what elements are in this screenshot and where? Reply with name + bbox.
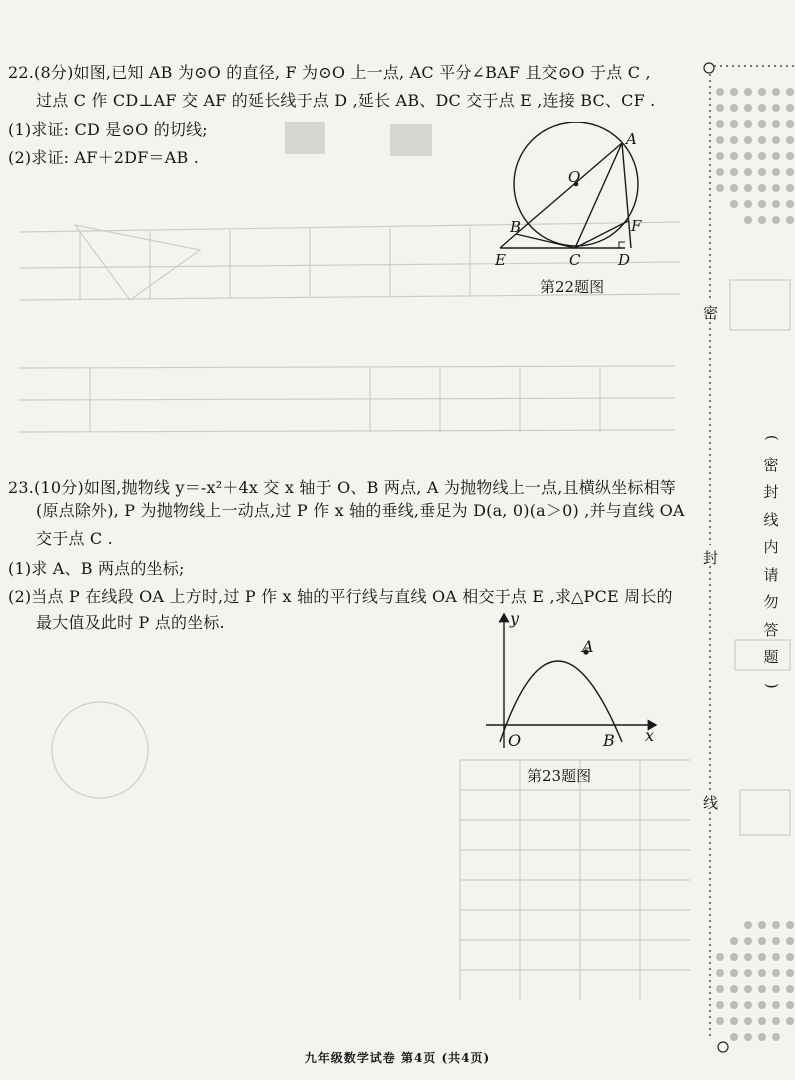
q22-right-angle-mark [619,242,625,248]
q23-stem-line-2: (原点除外), P 为抛物线上一动点,过 P 作 x 轴的垂线,垂足为 D(a, 0)(a＞0) ,并与直线 OA [36,501,685,520]
q22-label-o: O [568,168,581,186]
binding-hole-top [704,63,714,73]
q23-label-a: A [582,637,594,656]
page-footer: 九年级数学试卷 第4页 (共4页) [304,1051,491,1065]
q23-part-1: (1)求 A、B 两点的坐标; [8,559,185,578]
seal-char-mi: 密 [703,304,719,322]
q22-label-d: D [618,251,631,269]
q23-stem-line-3: 交于点 C . [36,529,113,548]
q22-label-a: A [626,130,637,148]
sealed-line-notice [758,424,784,699]
q22-line-cf [575,221,628,248]
q23-label-b: B [603,731,615,750]
q22-line-ab [516,143,622,234]
q23-figure [480,605,665,755]
notice-close-paren: ) [762,682,781,689]
q23-part-2-line-1: (2)当点 P 在线段 OA 上方时,过 P 作 x 轴的平行线与直线 OA 相交于点 E ,求△PCE 周长的 [8,587,673,606]
notice-char: 内 [763,538,779,556]
q22-line-ad [622,143,631,248]
q23-label-x: x [645,726,655,745]
q23-stem-line-1: 23.(10分)如图,抛物线 y＝-x²＋4x 交 x 轴于 O、B 两点, A 为抛物线上一点,且横纵坐标相等 [8,478,676,497]
q22-line-be [500,234,516,248]
q23-figure-caption: 第23题图 [527,767,592,785]
q22-stem-line-2: 过点 C 作 CD⊥AF 交 AF 的延长线于点 D ,延长 AB、DC 交于点 E ,连接 BC、CF . [36,91,656,110]
notice-open-paren: ( [762,434,781,441]
q23-part-2-line-2: 最大值及此时 P 点的坐标. [36,613,225,632]
q23-label-y: y [510,609,520,628]
q22-part-2: (2)求证: AF＋2DF＝AB . [8,148,199,167]
q22-stem-line-1: 22.(8分)如图,已知 AB 为⊙O 的直径, F 为⊙O 上一点, AC 平分∠BAF 且交⊙O 于点 C , [8,63,651,82]
q23-parabola [500,661,622,742]
seal-char-xian: 线 [703,794,719,812]
notice-char: 线 [763,510,779,529]
notice-char: 勿 [763,593,779,611]
notice-char: 题 [763,648,779,666]
seal-char-feng: 封 [703,549,719,567]
q22-line-bc [516,234,575,248]
q22-label-f: F [631,217,642,235]
notice-char: 封 [763,483,779,501]
notice-char: 答 [763,620,779,639]
q23-label-o: O [508,731,522,750]
q22-label-c: C [569,251,581,269]
q22-label-b: B [510,218,522,236]
q22-label-e: E [495,251,506,269]
notice-char: 请 [763,565,779,584]
q22-part-1: (1)求证: CD 是⊙O 的切线; [8,120,208,139]
q22-figure [490,122,660,272]
q22-figure-caption: 第22题图 [540,278,605,296]
notice-char: 密 [763,455,779,474]
